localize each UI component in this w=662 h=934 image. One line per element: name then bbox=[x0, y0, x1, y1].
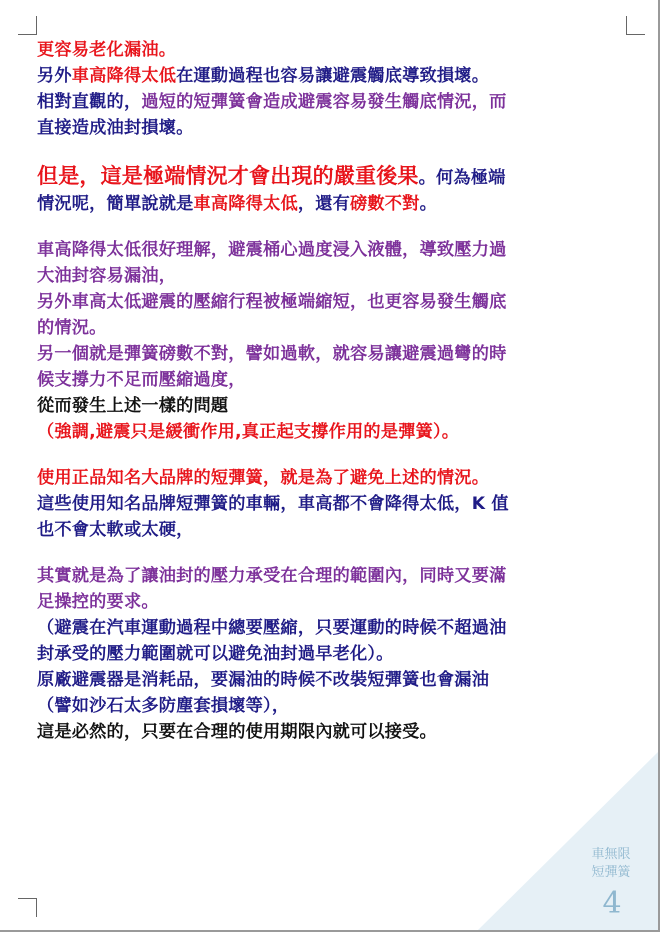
text-segment: 足操控的要求。 bbox=[37, 592, 159, 612]
text-line bbox=[37, 63, 632, 89]
text-line bbox=[37, 289, 632, 315]
text-segment: 另外車高太低避震的壓縮行程被極端縮短，也更容易發生觸底 bbox=[37, 292, 507, 312]
text-segment: 車高降得太低 bbox=[71, 66, 177, 86]
text-segment: 這些使用知名品牌短彈簧的車輛，車高都不會降得太低，K 值 bbox=[37, 494, 509, 514]
page-number: 4 bbox=[602, 886, 622, 921]
text-segment: 其實就是為了讓油封的壓力承受在合理的範圍內，同時又要滿 bbox=[37, 566, 507, 586]
text-line bbox=[37, 491, 632, 517]
paragraph-gap bbox=[37, 141, 632, 161]
text-segment: （譬如沙石太多防塵套損壞等）， bbox=[37, 696, 290, 716]
text-line bbox=[37, 237, 632, 263]
text-segment: ，還有 bbox=[297, 194, 350, 214]
text-line bbox=[37, 263, 632, 289]
text-segment: 從而發生上述一樣的問題 bbox=[37, 396, 229, 416]
text-line bbox=[37, 315, 632, 341]
text-segment: 使用正品知名大品牌的短彈簧，就是為了避免上述的情況。 bbox=[37, 468, 490, 488]
text-segment: 另一個就是彈簧磅數不對，譬如過軟，就容易讓避震過彎的時 bbox=[37, 344, 507, 364]
text-line bbox=[37, 419, 632, 445]
text-segment: 封承受的壓力範圍就可以避免油封過早老化）。 bbox=[37, 644, 394, 664]
brand-line: 車無限 bbox=[591, 847, 631, 862]
text-line bbox=[37, 641, 632, 667]
text-line bbox=[37, 393, 632, 419]
paragraph-gap bbox=[37, 543, 632, 563]
text-segment: 的情況。 bbox=[37, 318, 107, 338]
text-segment: （強調,避震只是緩衝作用,真正起支撐作用的是彈簧）。 bbox=[37, 422, 460, 442]
text-line bbox=[37, 693, 632, 719]
text-segment: 磅數不對 bbox=[350, 194, 420, 214]
emphasis-text: 但是，這是極端情況才會出現的嚴重後果 bbox=[37, 164, 419, 188]
text-segment: 這是必然的，只要在合理的使用期限內就可以接受。 bbox=[37, 722, 437, 742]
text-segment: 更容易老化漏油。 bbox=[37, 40, 177, 60]
crop-mark-bottom-left bbox=[18, 898, 37, 917]
text-segment: 情況呢，簡單說就是 bbox=[37, 194, 194, 214]
crop-mark-top-right bbox=[626, 16, 645, 35]
text-line bbox=[37, 37, 632, 63]
text-segment: （避震在汽車運動過程中總要壓縮，只要運動的時候不超過油 bbox=[37, 618, 507, 638]
text-line bbox=[37, 161, 632, 191]
text-line bbox=[37, 719, 632, 745]
text-segment: 過短的短彈簧會造成避震容易發生觸底情況，而 bbox=[141, 92, 507, 112]
text-line bbox=[37, 89, 632, 115]
text-segment: 在運動過程也容易讓避震觸底導致損壞。 bbox=[176, 66, 490, 86]
text-line bbox=[37, 465, 632, 491]
text-line bbox=[37, 341, 632, 367]
brand-label bbox=[586, 846, 636, 882]
text-line bbox=[37, 667, 632, 693]
crop-mark-top-left bbox=[18, 16, 37, 35]
text-line bbox=[37, 589, 632, 615]
text-line bbox=[37, 191, 632, 217]
text-segment: 也不會太軟或太硬， bbox=[37, 520, 194, 540]
brand-line: 短彈簧 bbox=[591, 865, 631, 880]
text-segment: 車高降得太低很好理解，避震桶心過度浸入液體，導致壓力過 bbox=[37, 240, 507, 260]
text-segment: 車高降得太低 bbox=[193, 194, 298, 214]
text-line bbox=[37, 367, 632, 393]
paragraph-gap bbox=[37, 217, 632, 237]
text-line bbox=[37, 615, 632, 641]
paragraph-gap bbox=[37, 445, 632, 465]
text-line bbox=[37, 115, 632, 141]
text-segment: 相對直觀的， bbox=[37, 92, 142, 112]
text-line bbox=[37, 517, 632, 543]
text-segment: 直接造成油封損壞。 bbox=[37, 118, 194, 138]
document-body bbox=[37, 37, 632, 745]
text-segment: 候支撐力不足而壓縮過度， bbox=[37, 370, 246, 390]
text-segment: 原廠避震器是消耗品，要漏油的時候不改裝短彈簧也會漏油 bbox=[37, 670, 490, 690]
text-segment: 另外 bbox=[37, 66, 72, 86]
text-segment: 大油封容易漏油， bbox=[37, 266, 177, 286]
text-segment: 。何為極端 bbox=[418, 168, 506, 188]
text-line bbox=[37, 563, 632, 589]
text-segment: 。 bbox=[419, 194, 437, 214]
